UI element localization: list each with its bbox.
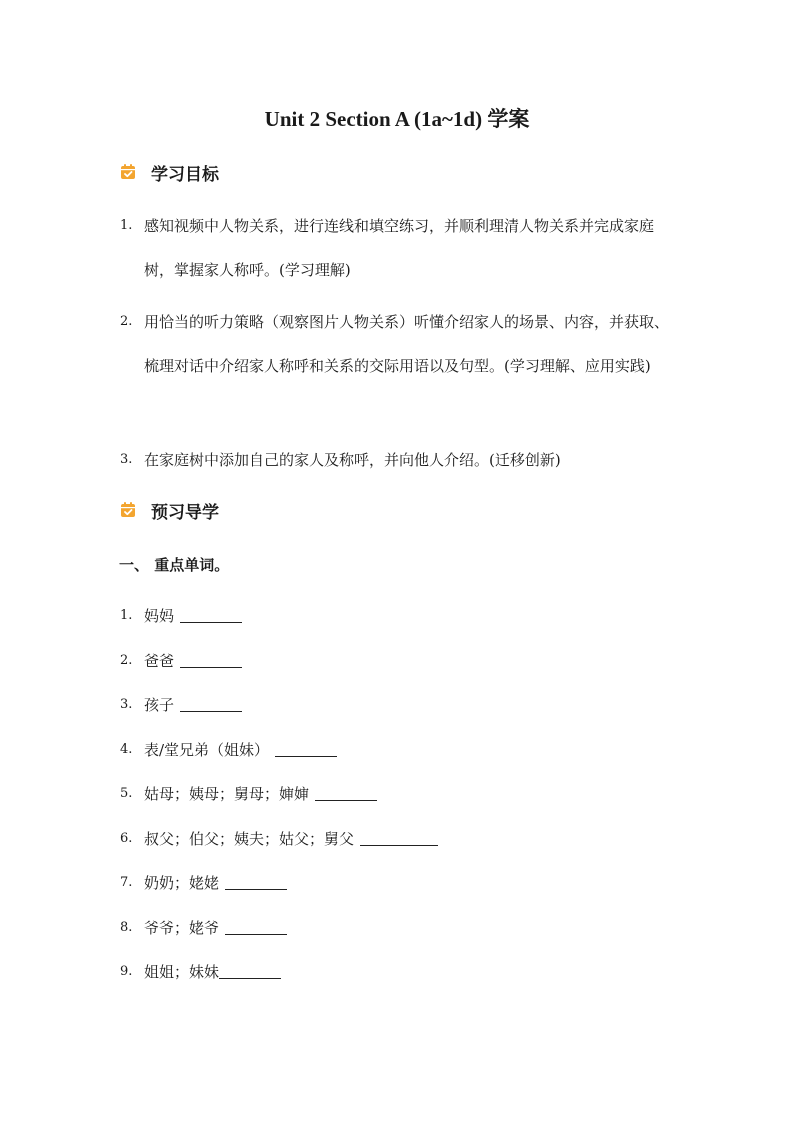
objective-text: 在家庭树中添加自己的家人及称呼，并向他人介绍。(迁移创新) bbox=[144, 451, 561, 469]
answer-blank[interactable] bbox=[225, 920, 287, 935]
section-preview-heading bbox=[119, 498, 219, 522]
objective-item: 1. 感知视频中人物关系，进行连线和填空练习，并顺利理清人物关系并完成家庭树，掌握家人称呼。(学习理解) bbox=[120, 204, 680, 292]
vocab-word: 妈妈 bbox=[144, 606, 175, 625]
vocab-word: 孩子 bbox=[144, 695, 175, 714]
vocab-word: 叔父；伯父；姨夫；姑父；舅父 bbox=[144, 829, 355, 848]
vocab-word: 姐姐；妹妹 bbox=[144, 962, 220, 981]
vocab-item: 6. 叔父；伯父；姨夫；姑父；舅父 bbox=[120, 827, 438, 849]
answer-blank[interactable] bbox=[180, 608, 242, 623]
vocab-word: 表/堂兄弟（姐妹） bbox=[144, 740, 270, 759]
section-heading-text: 预习导学 bbox=[151, 502, 219, 523]
calendar-check-icon bbox=[119, 163, 137, 181]
objective-text: 用恰当的听力策略（观察图片人物关系）听懂介绍家人的场景、内容，并获取、梳理对话中介绍家人称呼和关系的交际用语以及句型。(学习理解、应用实践) bbox=[144, 313, 670, 375]
vocab-item: 3. 孩子 bbox=[120, 693, 242, 715]
answer-blank[interactable] bbox=[180, 697, 242, 712]
objective-text: 感知视频中人物关系，进行连线和填空练习，并顺利理清人物关系并完成家庭树，掌握家人称呼。(学习理解) bbox=[144, 217, 655, 279]
answer-blank[interactable] bbox=[360, 831, 438, 846]
objective-item: 2. 用恰当的听力策略（观察图片人物关系）听懂介绍家人的场景、内容，并获取、梳理对话中介绍家人称呼和关系的交际用语以及句型。(学习理解、应用实践) bbox=[120, 300, 680, 388]
vocab-word: 奶奶；姥姥 bbox=[144, 873, 220, 892]
page-title: Unit 2 Section A (1a~1d) 学案 bbox=[264, 107, 530, 131]
vocab-word: 姑母；姨母；舅母；婶婶 bbox=[144, 784, 310, 803]
answer-blank[interactable] bbox=[315, 786, 377, 801]
answer-blank[interactable] bbox=[180, 653, 242, 668]
vocab-item: 7. 奶奶；姥姥 bbox=[120, 871, 287, 893]
vocab-item: 9. 姐姐；妹妹 bbox=[120, 960, 281, 982]
answer-blank[interactable] bbox=[225, 875, 287, 890]
vocab-item: 4. 表/堂兄弟（姐妹） bbox=[120, 738, 337, 760]
vocab-word: 爸爸 bbox=[144, 651, 175, 670]
section-goals-heading bbox=[119, 160, 219, 184]
vocab-item: 5. 姑母；姨母；舅母；婶婶 bbox=[120, 782, 377, 804]
vocab-item: 2. 爸爸 bbox=[120, 649, 242, 671]
vocab-word: 爷爷；姥爷 bbox=[144, 918, 220, 937]
objective-item: 3. 在家庭树中添加自己的家人及称呼，并向他人介绍。(迁移创新) bbox=[120, 438, 680, 482]
vocab-item: 8. 爷爷；姥爷 bbox=[120, 916, 287, 938]
vocab-heading: 一、 重点单词。 bbox=[119, 556, 230, 574]
answer-blank[interactable] bbox=[219, 964, 281, 979]
calendar-check-icon bbox=[119, 501, 137, 519]
vocab-item: 1. 妈妈 bbox=[120, 604, 242, 626]
section-heading-text: 学习目标 bbox=[151, 164, 219, 185]
answer-blank[interactable] bbox=[275, 742, 337, 757]
